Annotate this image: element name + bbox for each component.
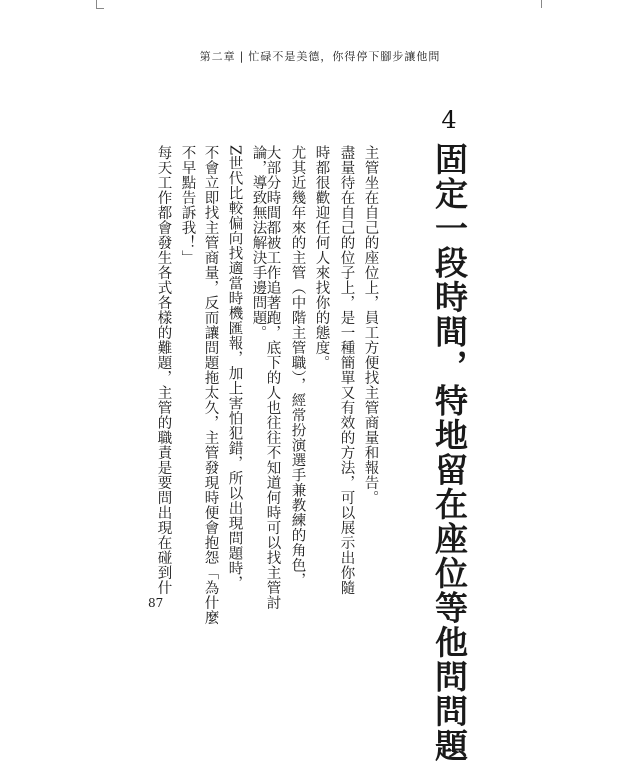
body-line-2: 盡量待在自己的位子上，是一種簡單又有效的方法，可以展示出你隨 <box>338 145 355 595</box>
crop-mark-top-left-horizontal <box>96 8 104 9</box>
running-head-chapter: 第二章 <box>199 50 236 63</box>
body-line-5: 大部分時間都被工作追著跑，底下的人也往往不知道何時可以找主管討 <box>264 145 281 610</box>
page-number: 87 <box>148 596 164 610</box>
running-head-subtitle: 忙碌不是美德，你得停下腳步讓他問 <box>248 50 441 63</box>
section-number: 4 <box>441 106 457 134</box>
crop-mark-top-right <box>541 0 542 8</box>
body-line-7: Z世代比較偏向找適當時機匯報，加上害怕犯錯，所以出現問題時， <box>226 145 243 591</box>
body-line-1: 主管坐在自己的座位上，員工方便找主管商量和報告。 <box>362 145 379 505</box>
body-line-4: 尤其近幾年來的主管（中階主管職），經常扮演選手兼教練的角色， <box>289 145 306 588</box>
body-line-10: 每天工作都會發生各式各樣的難題，主管的職責是要問出現在碰到什 <box>155 145 172 595</box>
body-line-8: 不會立即找主管商量，反而讓問題拖太久，主管發現時便會抱怨「為什麼 <box>202 145 219 625</box>
body-line-3: 時都很歡迎任何人來找你的態度。 <box>313 145 330 370</box>
section-title: 固定一段時間，特地留在座位等他問問題 <box>430 142 469 763</box>
body-line-6: 論，導致無法解決手邊問題。 <box>250 145 267 340</box>
running-head <box>0 48 640 64</box>
body-line-9: 不早點告訴我！」 <box>179 145 196 265</box>
crop-mark-top-left <box>96 0 97 8</box>
running-head-separator: | <box>239 50 245 63</box>
